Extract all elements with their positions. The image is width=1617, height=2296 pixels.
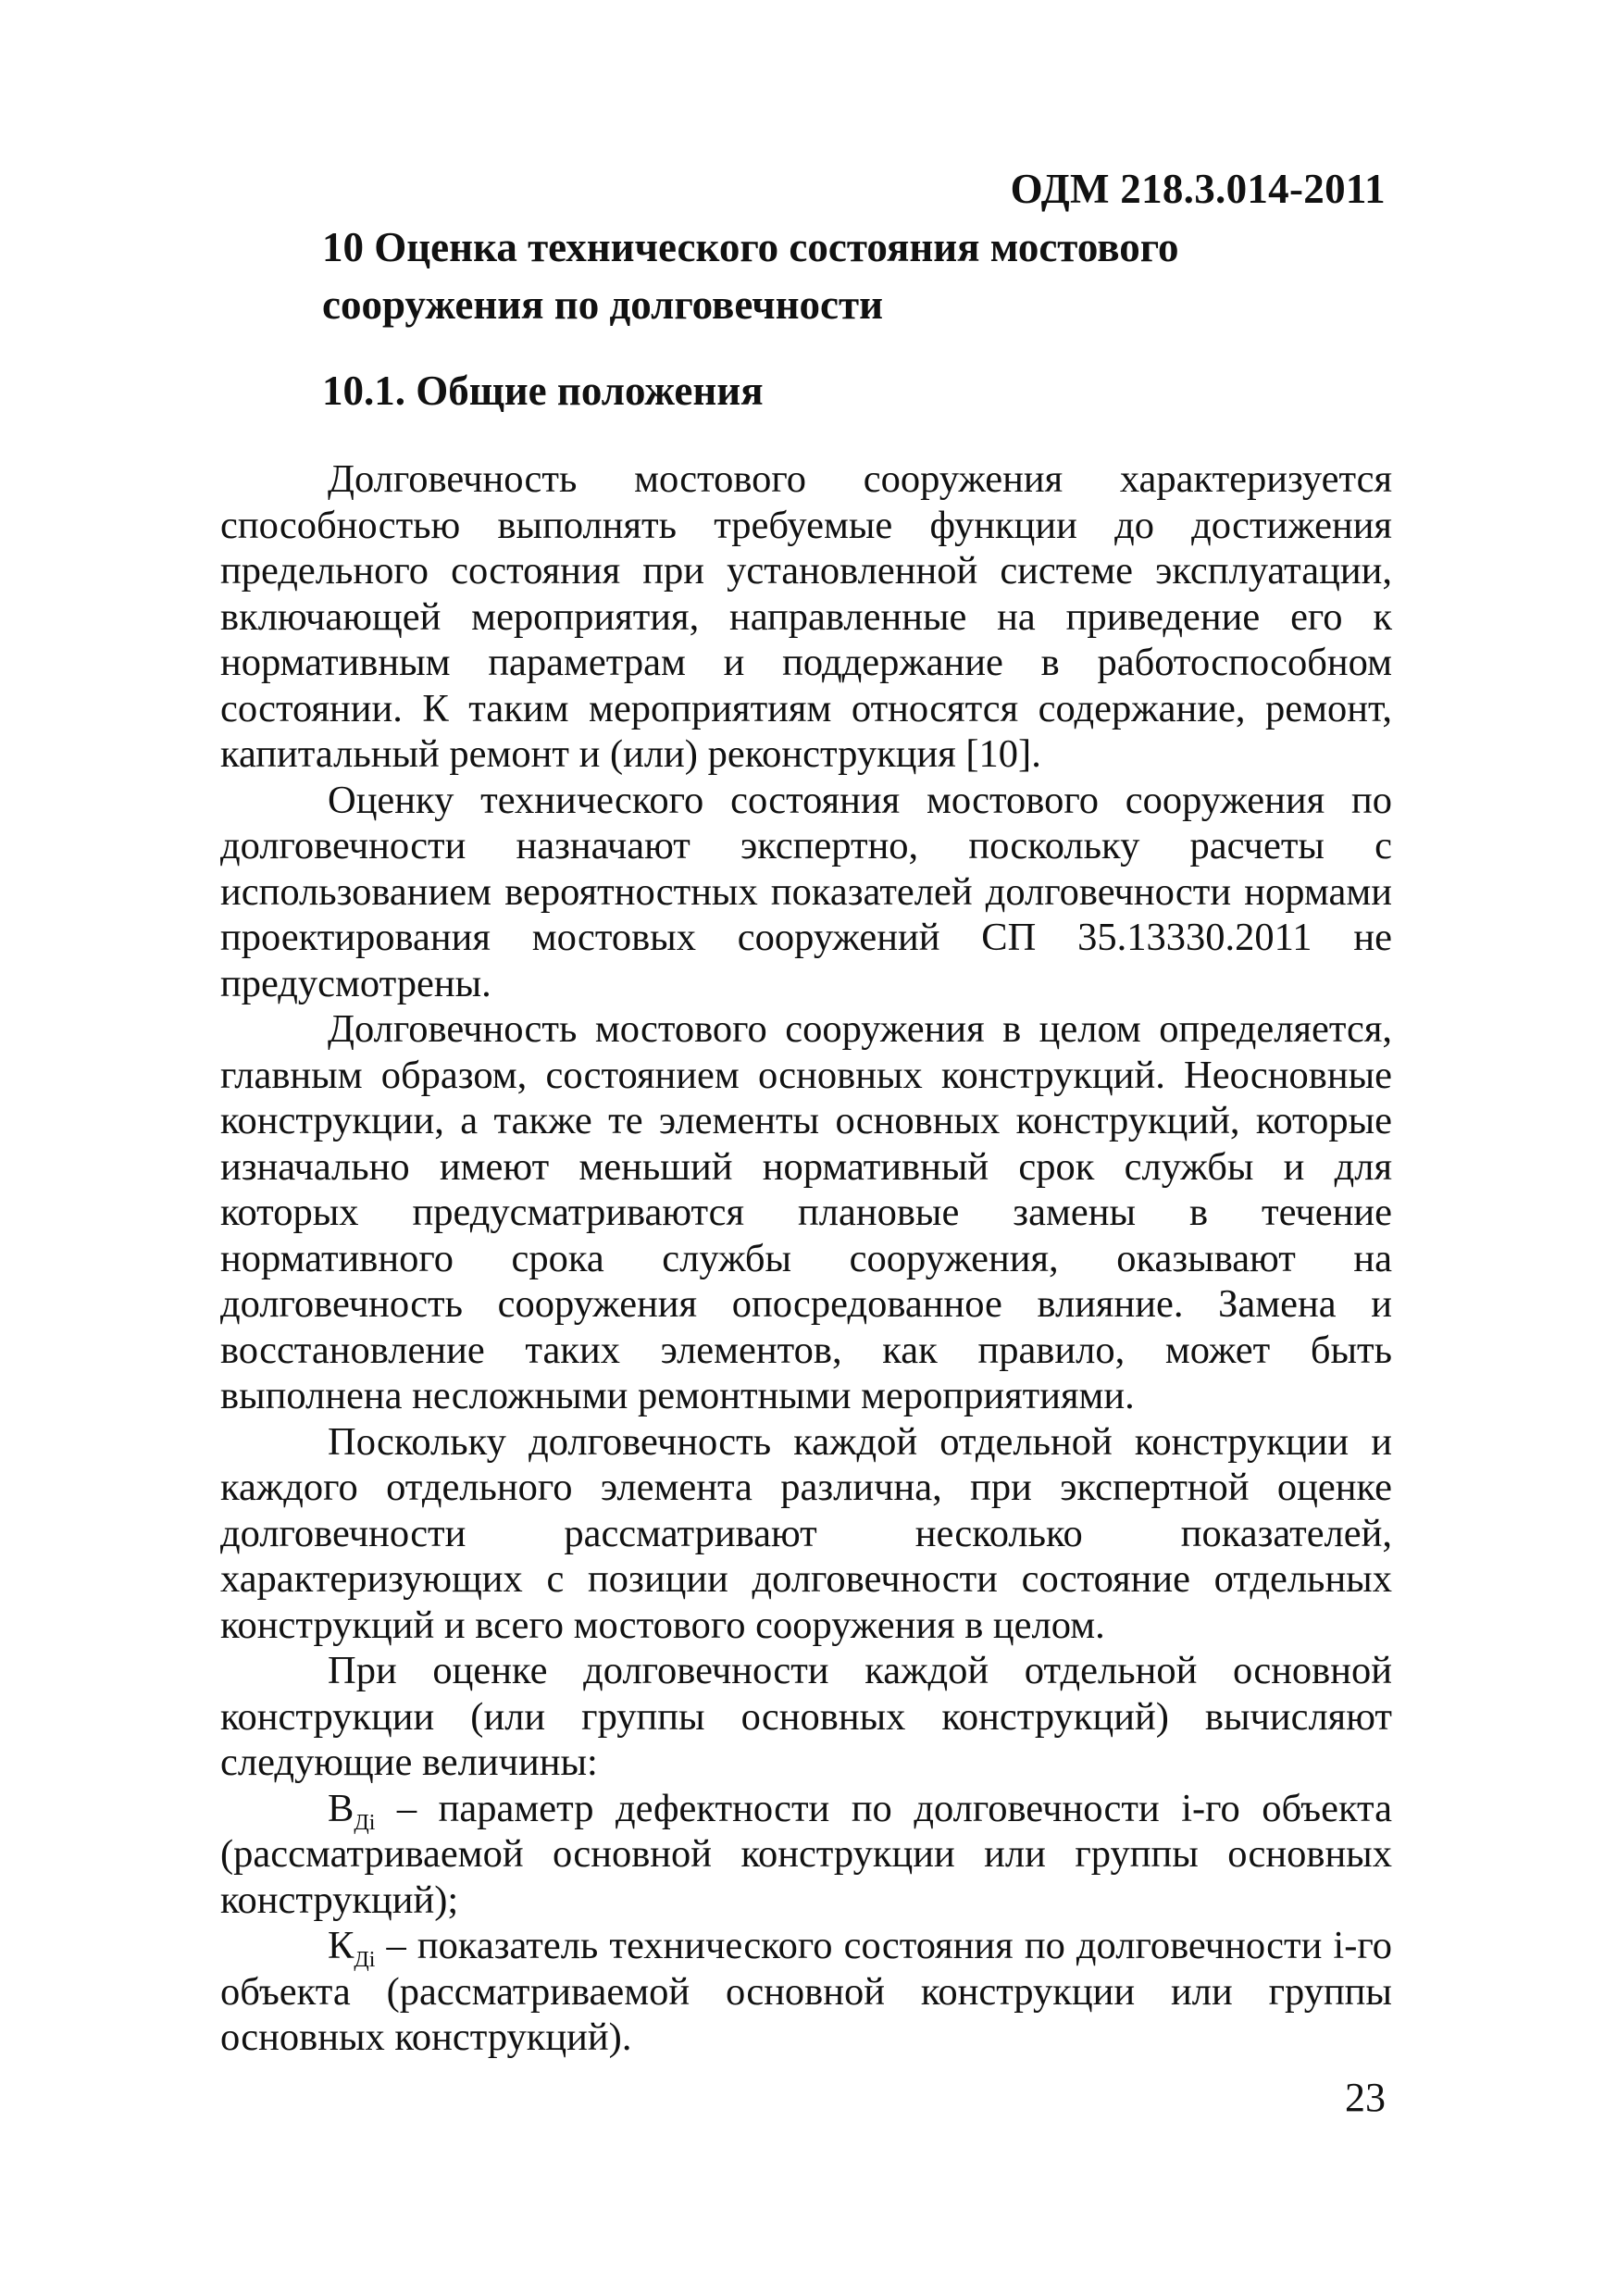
definition-paragraph [220, 1786, 1392, 1924]
definition-paragraph [220, 1923, 1392, 2061]
paragraph: Долговечность мостового сооружения в целом определяется, главным образом, состоянием основных конструкций. Неосновные конструкции, а также те элементы основных конструкций, которые изначально имеют меньший нормативный срок службы и для которых предусматриваются плановые замены в течение нормативного срока службы сооружения, оказывают на долговечность сооружения опосредованное влияние. Замена и восстановление таких элементов, как правило, может быть выполнена несложными ремонтными мероприятиями. [220, 1007, 1392, 1417]
page-number: 23 [1345, 2075, 1386, 2120]
definition-text: – показатель технического состояния по долговечности i-го объекта (рассматриваемой основной конструкции или группы основных конструкций). [220, 1924, 1392, 2059]
paragraph: Поскольку долговечность каждой отдельной конструкции и каждого отдельного элемента различна, при экспертной оценке долговечности рассматривают несколько показателей, характеризующих с позиции долговечности состояние отдельных конструкций и всего мостового сооружения в целом. [220, 1419, 1392, 1647]
paragraph: При оценке долговечности каждой отдельной основной конструкции (или группы основных конструкций) вычисляют следующие величины: [220, 1649, 1392, 1784]
term-symbol: В [328, 1786, 354, 1830]
definition-term [328, 1924, 376, 1972]
body-text [220, 456, 1392, 2061]
section-title: 10 Оценка технического состояния мостового сооружения по долговечности [322, 224, 1179, 328]
document-code: ОДМ 218.3.014-2011 [1010, 166, 1386, 212]
paragraph: Долговечность мостового сооружения характеризуется способностью выполнять требуемые функции до достижения предельного состояния при установленной системе эксплуатации, включающей мероприятия, направленные на приведение его к нормативным параметрам и поддержание в работоспособном состоянии. К таким мероприятиям относятся содержание, ремонт, капитальный ремонт и (или) реконструкция [10]. [220, 457, 1392, 776]
subsection-title: 10.1. Общие положения [322, 368, 764, 414]
term-subscript: Дi [354, 1810, 376, 1835]
paragraph: Оценку технического состояния мостового сооружения по долговечности назначают экспертно, поскольку расчеты с использованием вероятностных показателей долговечности нормами проектирования мостовых сооружений СП 35.13330.2011 не предусмотрены. [220, 778, 1392, 1005]
definition-text: – параметр дефектности по долговечности i-го объекта (рассматриваемой основной конструкции или группы основных конструкций); [220, 1786, 1392, 1922]
term-subscript: Дi [354, 1948, 376, 1972]
definition-term [328, 1786, 376, 1835]
term-symbol: К [328, 1924, 354, 1967]
